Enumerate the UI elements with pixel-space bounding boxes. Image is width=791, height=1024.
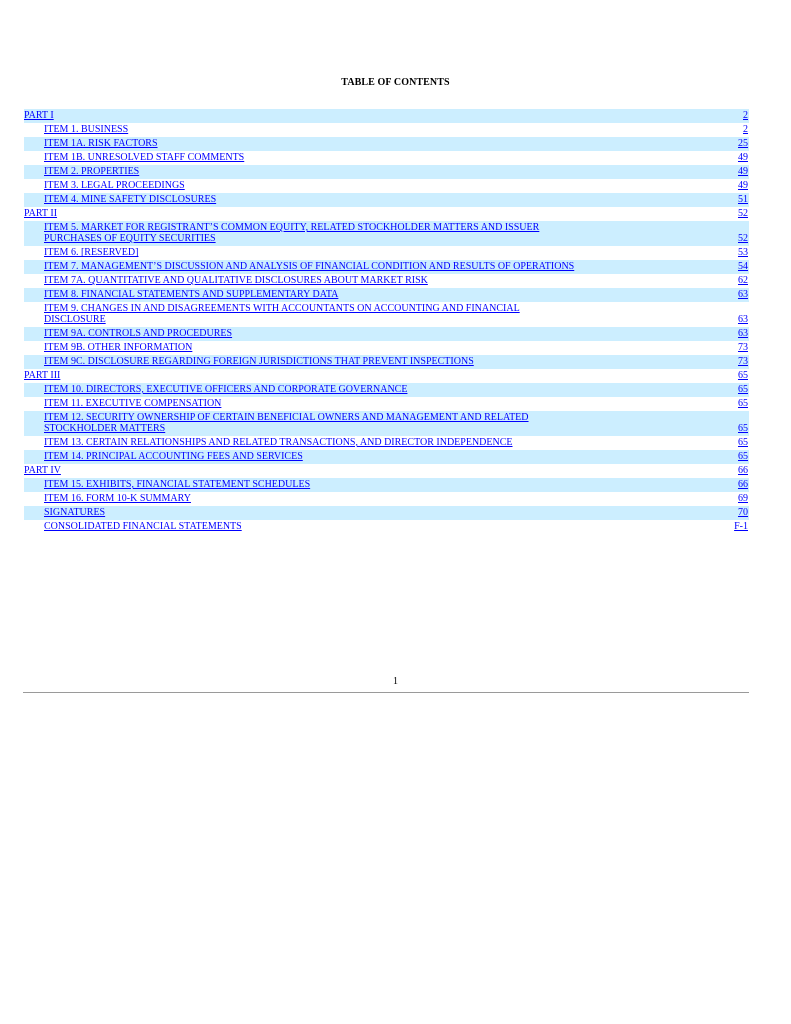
toc-row-item-9b[interactable] — [24, 341, 749, 355]
toc-row-item-1a[interactable] — [24, 137, 749, 151]
toc-row-item-3[interactable] — [24, 179, 749, 193]
toc-page-number[interactable]: 66 — [738, 479, 748, 490]
toc-link[interactable]: ITEM 5. MARKET FOR REGISTRANT’S COMMON EQUITY, RELATED STOCKHOLDER MATTERS AND ISSUER PURCHASES OF EQUITY SECURITIES — [44, 222, 540, 244]
toc-page-number[interactable]: 65 — [738, 437, 748, 448]
toc-row-item-5[interactable] — [24, 221, 749, 246]
toc-link[interactable]: ITEM 10. DIRECTORS, EXECUTIVE OFFICERS AND CORPORATE GOVERNANCE — [44, 384, 408, 395]
toc-row-item-9a[interactable] — [24, 327, 749, 341]
toc-row-item-6[interactable] — [24, 246, 749, 260]
toc-row-item-7[interactable] — [24, 260, 749, 274]
toc-page-number[interactable]: 65 — [738, 451, 748, 462]
toc-row-item-15[interactable] — [24, 478, 749, 492]
toc-link[interactable]: ITEM 16. FORM 10-K SUMMARY — [44, 493, 191, 504]
toc-link[interactable]: ITEM 1. BUSINESS — [44, 124, 129, 135]
toc-link[interactable]: CONSOLIDATED FINANCIAL STATEMENTS — [44, 521, 242, 532]
table-of-contents — [24, 109, 749, 534]
toc-link[interactable]: ITEM 9A. CONTROLS AND PROCEDURES — [44, 328, 233, 339]
toc-page-number[interactable]: 65 — [738, 423, 748, 434]
toc-link[interactable]: ITEM 12. SECURITY OWNERSHIP OF CERTAIN BENEFICIAL OWNERS AND MANAGEMENT AND RELATED STOCKHOLDER MATTERS — [44, 412, 529, 434]
toc-page-number[interactable]: 73 — [738, 356, 748, 367]
toc-link[interactable]: ITEM 13. CERTAIN RELATIONSHIPS AND RELATED TRANSACTIONS, AND DIRECTOR INDEPENDENCE — [44, 437, 513, 448]
toc-page-number[interactable]: 52 — [738, 208, 748, 219]
toc-page-number[interactable]: 65 — [738, 384, 748, 395]
toc-link[interactable]: ITEM 11. EXECUTIVE COMPENSATION — [44, 398, 222, 409]
toc-link[interactable]: ITEM 14. PRINCIPAL ACCOUNTING FEES AND SERVICES — [44, 451, 303, 462]
page-number: 1 — [393, 676, 398, 687]
toc-page-number[interactable]: 51 — [738, 194, 748, 205]
toc-page-number[interactable]: 25 — [738, 138, 748, 149]
toc-row-item-1[interactable] — [24, 123, 749, 137]
toc-link[interactable]: ITEM 1B. UNRESOLVED STAFF COMMENTS — [44, 152, 245, 163]
toc-page-number[interactable]: F-1 — [734, 521, 748, 532]
toc-link[interactable]: ITEM 8. FINANCIAL STATEMENTS AND SUPPLEMENTARY DATA — [44, 289, 339, 300]
toc-row-part-2[interactable] — [24, 207, 749, 221]
toc-row-item-13[interactable] — [24, 436, 749, 450]
toc-row-item-7a[interactable] — [24, 274, 749, 288]
toc-link[interactable]: ITEM 7A. QUANTITATIVE AND QUALITATIVE DISCLOSURES ABOUT MARKET RISK — [44, 275, 428, 286]
toc-row-item-1b[interactable] — [24, 151, 749, 165]
toc-page-number[interactable]: 49 — [738, 152, 748, 163]
toc-link[interactable]: PART I — [24, 110, 54, 121]
toc-row-signatures[interactable] — [24, 506, 749, 520]
toc-page-number[interactable]: 70 — [738, 507, 748, 518]
toc-row-item-9c[interactable] — [24, 355, 749, 369]
toc-page-number[interactable]: 66 — [738, 465, 748, 476]
toc-title: TABLE OF CONTENTS — [341, 77, 450, 88]
toc-link[interactable]: PART IV — [24, 465, 61, 476]
toc-page-number[interactable]: 49 — [738, 166, 748, 177]
toc-row-part-4[interactable] — [24, 464, 749, 478]
toc-page-number[interactable]: 52 — [738, 233, 748, 244]
toc-page-number[interactable]: 63 — [738, 328, 748, 339]
toc-row-item-8[interactable] — [24, 288, 749, 302]
toc-row-item-11[interactable] — [24, 397, 749, 411]
toc-page-number[interactable]: 65 — [738, 398, 748, 409]
toc-row-item-12[interactable] — [24, 411, 749, 436]
toc-page-number[interactable]: 54 — [738, 261, 748, 272]
toc-page-number[interactable]: 53 — [738, 247, 748, 258]
toc-link[interactable]: SIGNATURES — [44, 507, 106, 518]
toc-link[interactable]: ITEM 2. PROPERTIES — [44, 166, 140, 177]
toc-link[interactable]: ITEM 1A. RISK FACTORS — [44, 138, 158, 149]
toc-page-number[interactable]: 63 — [738, 314, 748, 325]
toc-link[interactable]: ITEM 7. MANAGEMENT’S DISCUSSION AND ANALYSIS OF FINANCIAL CONDITION AND RESULTS OF OPERATIONS — [44, 261, 575, 272]
toc-row-part-3[interactable] — [24, 369, 749, 383]
toc-page-number[interactable]: 73 — [738, 342, 748, 353]
toc-page-number[interactable]: 65 — [738, 370, 748, 381]
toc-page-number[interactable]: 2 — [743, 124, 748, 135]
footer-divider — [23, 692, 749, 693]
toc-link[interactable]: ITEM 9B. OTHER INFORMATION — [44, 342, 193, 353]
toc-row-item-10[interactable] — [24, 383, 749, 397]
toc-page-number[interactable]: 63 — [738, 289, 748, 300]
toc-page-number[interactable]: 2 — [743, 110, 748, 121]
toc-link[interactable]: ITEM 9. CHANGES IN AND DISAGREEMENTS WITH ACCOUNTANTS ON ACCOUNTING AND FINANCIAL DISCLOSURE — [44, 303, 520, 325]
toc-row-item-2[interactable] — [24, 165, 749, 179]
toc-row-item-14[interactable] — [24, 450, 749, 464]
toc-row-item-4[interactable] — [24, 193, 749, 207]
toc-page-number[interactable]: 69 — [738, 493, 748, 504]
toc-link[interactable]: ITEM 9C. DISCLOSURE REGARDING FOREIGN JURISDICTIONS THAT PREVENT INSPECTIONS — [44, 356, 474, 367]
toc-link[interactable]: PART II — [24, 208, 58, 219]
toc-page-number[interactable]: 62 — [738, 275, 748, 286]
toc-link[interactable]: ITEM 6. [RESERVED] — [44, 247, 139, 258]
toc-link[interactable]: ITEM 4. MINE SAFETY DISCLOSURES — [44, 194, 217, 205]
toc-link[interactable]: ITEM 15. EXHIBITS, FINANCIAL STATEMENT SCHEDULES — [44, 479, 311, 490]
toc-row-part-1[interactable] — [24, 109, 749, 123]
toc-page-number[interactable]: 49 — [738, 180, 748, 191]
toc-link[interactable]: PART III — [24, 370, 61, 381]
toc-row-item-9[interactable] — [24, 302, 749, 327]
toc-row-item-16[interactable] — [24, 492, 749, 506]
toc-row-financial-statements[interactable] — [24, 520, 749, 534]
toc-link[interactable]: ITEM 3. LEGAL PROCEEDINGS — [44, 180, 185, 191]
